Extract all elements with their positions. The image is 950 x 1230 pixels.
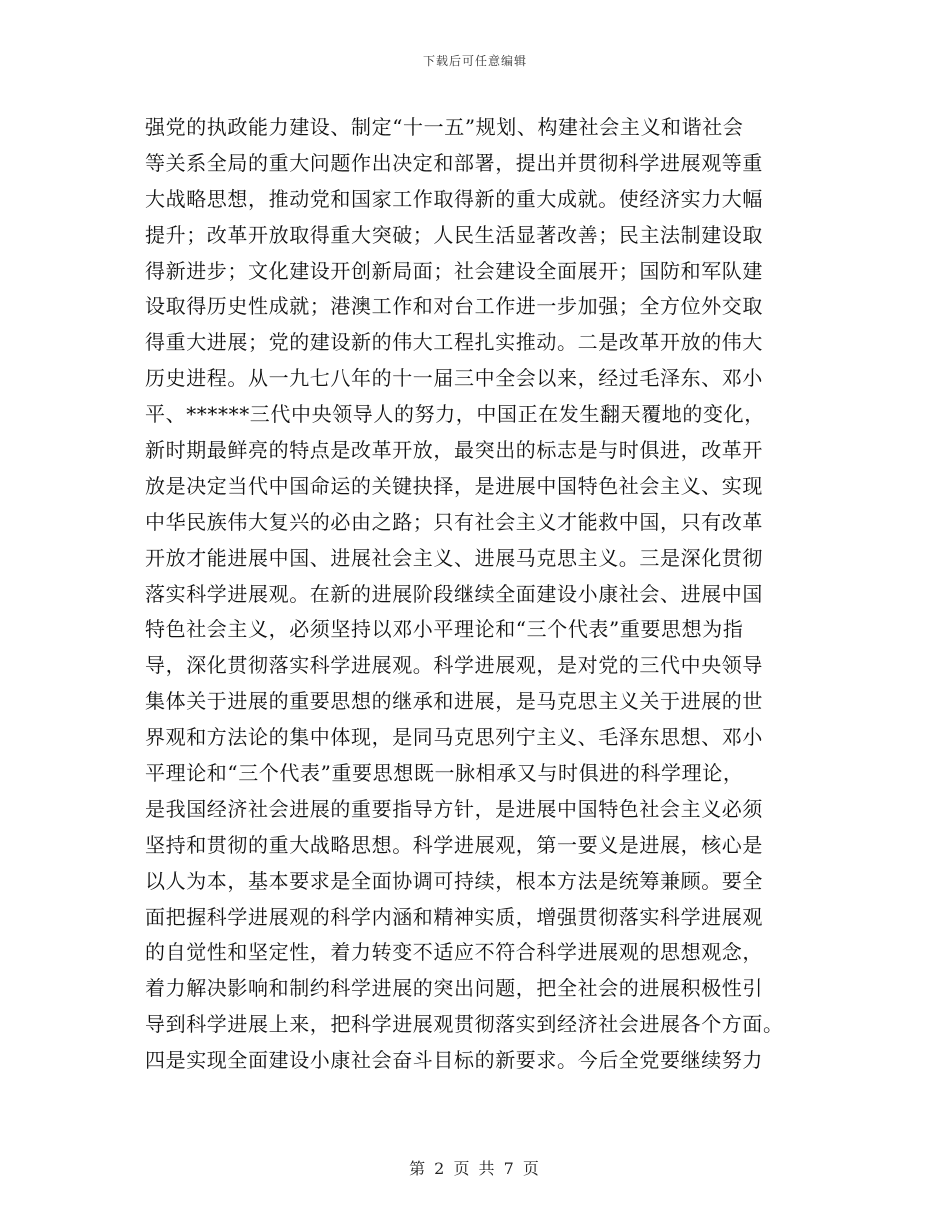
body-line: 开放才能进展中国、进展社会主义、进展马克思主义。三是深化贯彻 — [145, 545, 763, 570]
body-line: 四是实现全面建设小康社会奋斗目标的新要求。今后全党要继续努力 — [145, 1048, 763, 1073]
body-line: 导，深化贯彻落实科学进展观。科学进展观，是对党的三代中央领导 — [145, 653, 763, 678]
body-line: 集体关于进展的重要思想的继承和进展，是马克思主义关于进展的世 — [145, 689, 763, 714]
body-line: 面把握科学进展观的科学内涵和精神实质，增强贯彻落实科学进展观 — [145, 904, 763, 929]
body-line: 大战略思想，推动党和国家工作取得新的重大成就。使经济实力大幅 — [145, 186, 763, 211]
body-line: 强党的执政能力建设、制定“十一五”规划、构建社会主义和谐社会 — [145, 115, 744, 139]
body-line: 导到科学进展上来，把科学进展观贯彻落实到经济社会进展各个方面。 — [145, 1012, 784, 1037]
body-line: 设取得历史性成就；港澳工作和对台工作进一步加强；全方位外交取 — [145, 294, 763, 319]
body-line: 是我国经济社会进展的重要指导方针，是进展中国特色社会主义必须 — [145, 796, 763, 821]
body-line: 等关系全局的重大问题作出决定和部署，提出并贯彻科学进展观等重 — [145, 150, 763, 175]
body-line: 放是决定当代中国命运的关键抉择，是进展中国特色社会主义、实现 — [145, 473, 763, 498]
document-body — [145, 110, 815, 1079]
body-line: 落实科学进展观。在新的进展阶段继续全面建设小康社会、进展中国 — [145, 581, 763, 606]
page-header: 下载后可任意编辑 — [422, 54, 527, 68]
body-line: 平、******三代中央领导人的努力，中国正在发生翻天覆地的变化， — [145, 402, 765, 427]
body-line: 历史进程。从一九七八年的十一届三中全会以来，经过毛泽东、邓小 — [145, 366, 763, 391]
body-line: 界观和方法论的集中体现，是同马克思列宁主义、毛泽东思想、邓小 — [145, 725, 763, 750]
body-line: 坚持和贯彻的重大战略思想。科学进展观，第一要义是进展，核心是 — [145, 832, 763, 857]
body-line: 特色社会主义，必须坚持以邓小平理论和“三个代表”重要思想为指 — [145, 617, 744, 642]
body-line: 以人为本，基本要求是全面协调可持续，根本方法是统筹兼顾。要全 — [145, 868, 763, 893]
body-line: 的自觉性和坚定性，着力转变不适应不符合科学进展观的思想观念， — [145, 940, 763, 965]
body-line: 新时期最鲜亮的特点是改革开放，最突出的标志是与时俱进，改革开 — [145, 438, 763, 463]
body-line: 平理论和“三个代表”重要思想既一脉相承又与时俱进的科学理论， — [145, 761, 744, 786]
body-line: 提升；改革开放取得重大突破；人民生活显著改善；民主法制建设取 — [145, 222, 763, 247]
page-number: 第 2 页 共 7 页 — [409, 1159, 541, 1178]
body-line: 得新进步；文化建设开创新局面；社会建设全面展开；国防和军队建 — [145, 258, 763, 283]
body-line: 着力解决影响和制约科学进展的突出问题，把全社会的进展积极性引 — [145, 976, 763, 1001]
body-line: 中华民族伟大复兴的必由之路；只有社会主义才能救中国，只有改革 — [145, 509, 763, 534]
body-line: 得重大进展；党的建设新的伟大工程扎实推动。二是改革开放的伟大 — [145, 330, 763, 355]
